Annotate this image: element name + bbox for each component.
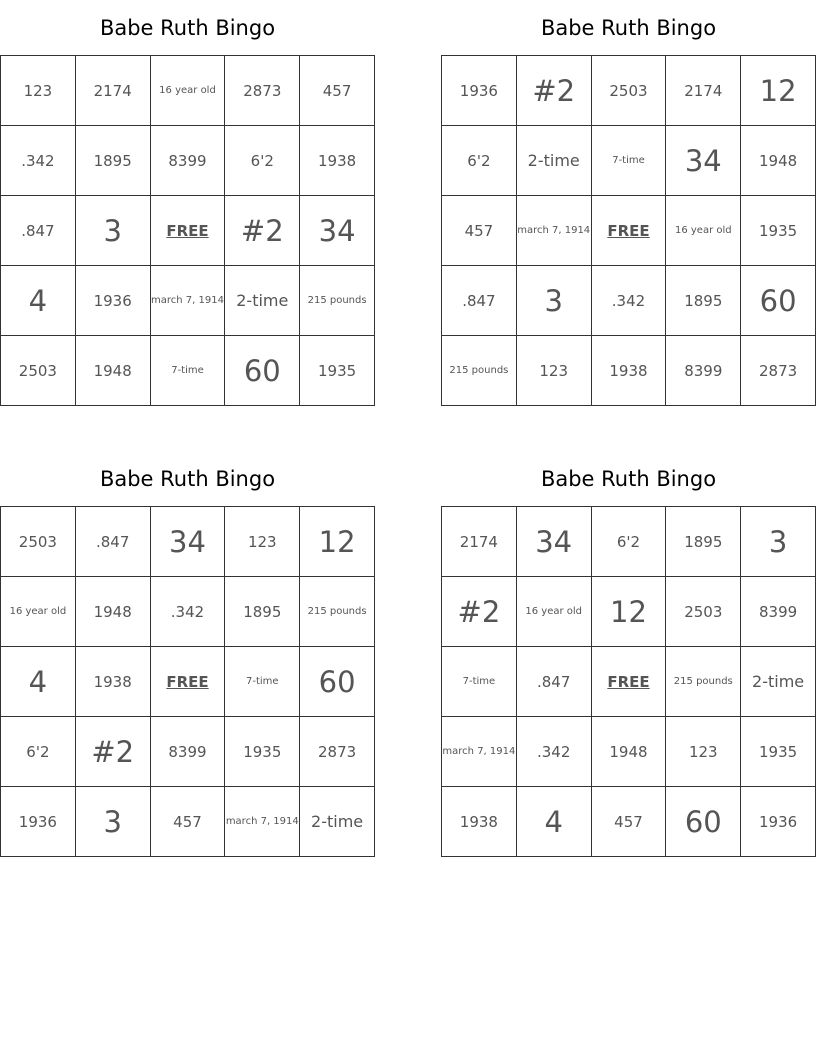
bingo-cell: 2873 [741, 336, 816, 406]
bingo-cell: 123 [225, 507, 300, 577]
bingo-cell: 215 pounds [666, 647, 741, 717]
bingo-cell: 2174 [76, 56, 151, 126]
bingo-cell: 12 [741, 56, 816, 126]
bingo-cell: 457 [592, 787, 667, 857]
bingo-cell: 1948 [76, 577, 151, 647]
bingo-cell: 1895 [76, 126, 151, 196]
bingo-grid [441, 506, 816, 857]
bingo-cell: 8399 [666, 336, 741, 406]
bingo-cell: #2 [225, 196, 300, 266]
bingo-cell: 2-time [225, 266, 300, 336]
card-title: Babe Ruth Bingo [99, 16, 276, 40]
bingo-cell: .342 [592, 266, 667, 336]
bingo-cell: #2 [442, 577, 517, 647]
bingo-cell: 6'2 [592, 507, 667, 577]
bingo-card [0, 12, 375, 388]
bingo-grid [0, 506, 375, 857]
bingo-cell: 1948 [592, 717, 667, 787]
bingo-card [0, 463, 375, 839]
bingo-cell: 1938 [300, 126, 375, 196]
bingo-cell: 1895 [666, 266, 741, 336]
bingo-cell: 12 [592, 577, 667, 647]
bingo-cell: .847 [442, 266, 517, 336]
bingo-cell: 123 [517, 336, 592, 406]
bingo-cell: 34 [300, 196, 375, 266]
bingo-cell: 1935 [741, 196, 816, 266]
bingo-cell: 1938 [76, 647, 151, 717]
bingo-cell: 2174 [442, 507, 517, 577]
bingo-cell: .342 [151, 577, 226, 647]
bingo-cell: 34 [151, 507, 226, 577]
bingo-cell: 16 year old [517, 577, 592, 647]
bingo-cell: #2 [76, 717, 151, 787]
bingo-cell: march 7, 1914 [151, 266, 226, 336]
bingo-cell: 2174 [666, 56, 741, 126]
bingo-cell: 8399 [151, 717, 226, 787]
bingo-cell: march 7, 1914 [225, 787, 300, 857]
bingo-grid [0, 55, 375, 406]
bingo-cell: 1895 [225, 577, 300, 647]
bingo-cell: 34 [666, 126, 741, 196]
bingo-cell: 1895 [666, 507, 741, 577]
bingo-cell: march 7, 1914 [442, 717, 517, 787]
bingo-cell: 4 [517, 787, 592, 857]
bingo-grid [441, 55, 816, 406]
bingo-cell: .342 [517, 717, 592, 787]
bingo-cell: 123 [1, 56, 76, 126]
bingo-cell: 1938 [442, 787, 517, 857]
free-space-cell: FREE [151, 196, 226, 266]
bingo-cell: 2503 [1, 336, 76, 406]
bingo-cell: 2503 [592, 56, 667, 126]
bingo-cell: 2-time [517, 126, 592, 196]
bingo-cell: 4 [1, 647, 76, 717]
bingo-cell: .847 [76, 507, 151, 577]
bingo-cell: #2 [517, 56, 592, 126]
bingo-cell: 16 year old [151, 56, 226, 126]
bingo-cell: 1935 [300, 336, 375, 406]
bingo-cell: 16 year old [1, 577, 76, 647]
bingo-cell: 2-time [300, 787, 375, 857]
bingo-cell: 457 [300, 56, 375, 126]
bingo-cell: 3 [76, 787, 151, 857]
bingo-cell: 215 pounds [300, 577, 375, 647]
bingo-cell: 1948 [76, 336, 151, 406]
bingo-cell: 1938 [592, 336, 667, 406]
bingo-cell: 457 [442, 196, 517, 266]
bingo-cell: march 7, 1914 [517, 196, 592, 266]
bingo-cell: 6'2 [1, 717, 76, 787]
bingo-cell: 6'2 [225, 126, 300, 196]
card-title: Babe Ruth Bingo [540, 467, 717, 491]
bingo-card [441, 12, 816, 380]
card-title: Babe Ruth Bingo [99, 467, 276, 491]
bingo-cell: 215 pounds [442, 336, 517, 406]
bingo-cell: 1936 [1, 787, 76, 857]
bingo-cell: 123 [666, 717, 741, 787]
free-space-cell: FREE [592, 196, 667, 266]
bingo-cell: 2-time [741, 647, 816, 717]
bingo-cell: 3 [76, 196, 151, 266]
bingo-card [441, 463, 816, 839]
bingo-cell: 1948 [741, 126, 816, 196]
bingo-cell: 2873 [225, 56, 300, 126]
bingo-cell: 6'2 [442, 126, 517, 196]
free-space-cell: FREE [592, 647, 667, 717]
bingo-cell: 215 pounds [300, 266, 375, 336]
bingo-cell: 1936 [76, 266, 151, 336]
bingo-cell: 2873 [300, 717, 375, 787]
bingo-cell: 60 [300, 647, 375, 717]
bingo-cell: 16 year old [666, 196, 741, 266]
bingo-cell: .847 [517, 647, 592, 717]
bingo-cell: 12 [300, 507, 375, 577]
bingo-cell: 8399 [741, 577, 816, 647]
bingo-cell: 3 [517, 266, 592, 336]
bingo-cell: 34 [517, 507, 592, 577]
bingo-cell: 60 [666, 787, 741, 857]
bingo-cell: 7-time [225, 647, 300, 717]
bingo-cell: 1935 [225, 717, 300, 787]
bingo-cell: 60 [741, 266, 816, 336]
bingo-cell: 457 [151, 787, 226, 857]
bingo-cell: .847 [1, 196, 76, 266]
free-space-cell: FREE [151, 647, 226, 717]
bingo-cell: 7-time [442, 647, 517, 717]
bingo-cell: 1936 [442, 56, 517, 126]
bingo-cell: 2503 [1, 507, 76, 577]
bingo-cell: 4 [1, 266, 76, 336]
bingo-cell: 3 [741, 507, 816, 577]
bingo-cell: 1935 [741, 717, 816, 787]
bingo-cell: 7-time [151, 336, 226, 406]
bingo-cell: 60 [225, 336, 300, 406]
bingo-cell: 1936 [741, 787, 816, 857]
bingo-cell: 2503 [666, 577, 741, 647]
card-title: Babe Ruth Bingo [540, 16, 717, 40]
bingo-cell: 7-time [592, 126, 667, 196]
bingo-cell: 8399 [151, 126, 226, 196]
bingo-cell: .342 [1, 126, 76, 196]
